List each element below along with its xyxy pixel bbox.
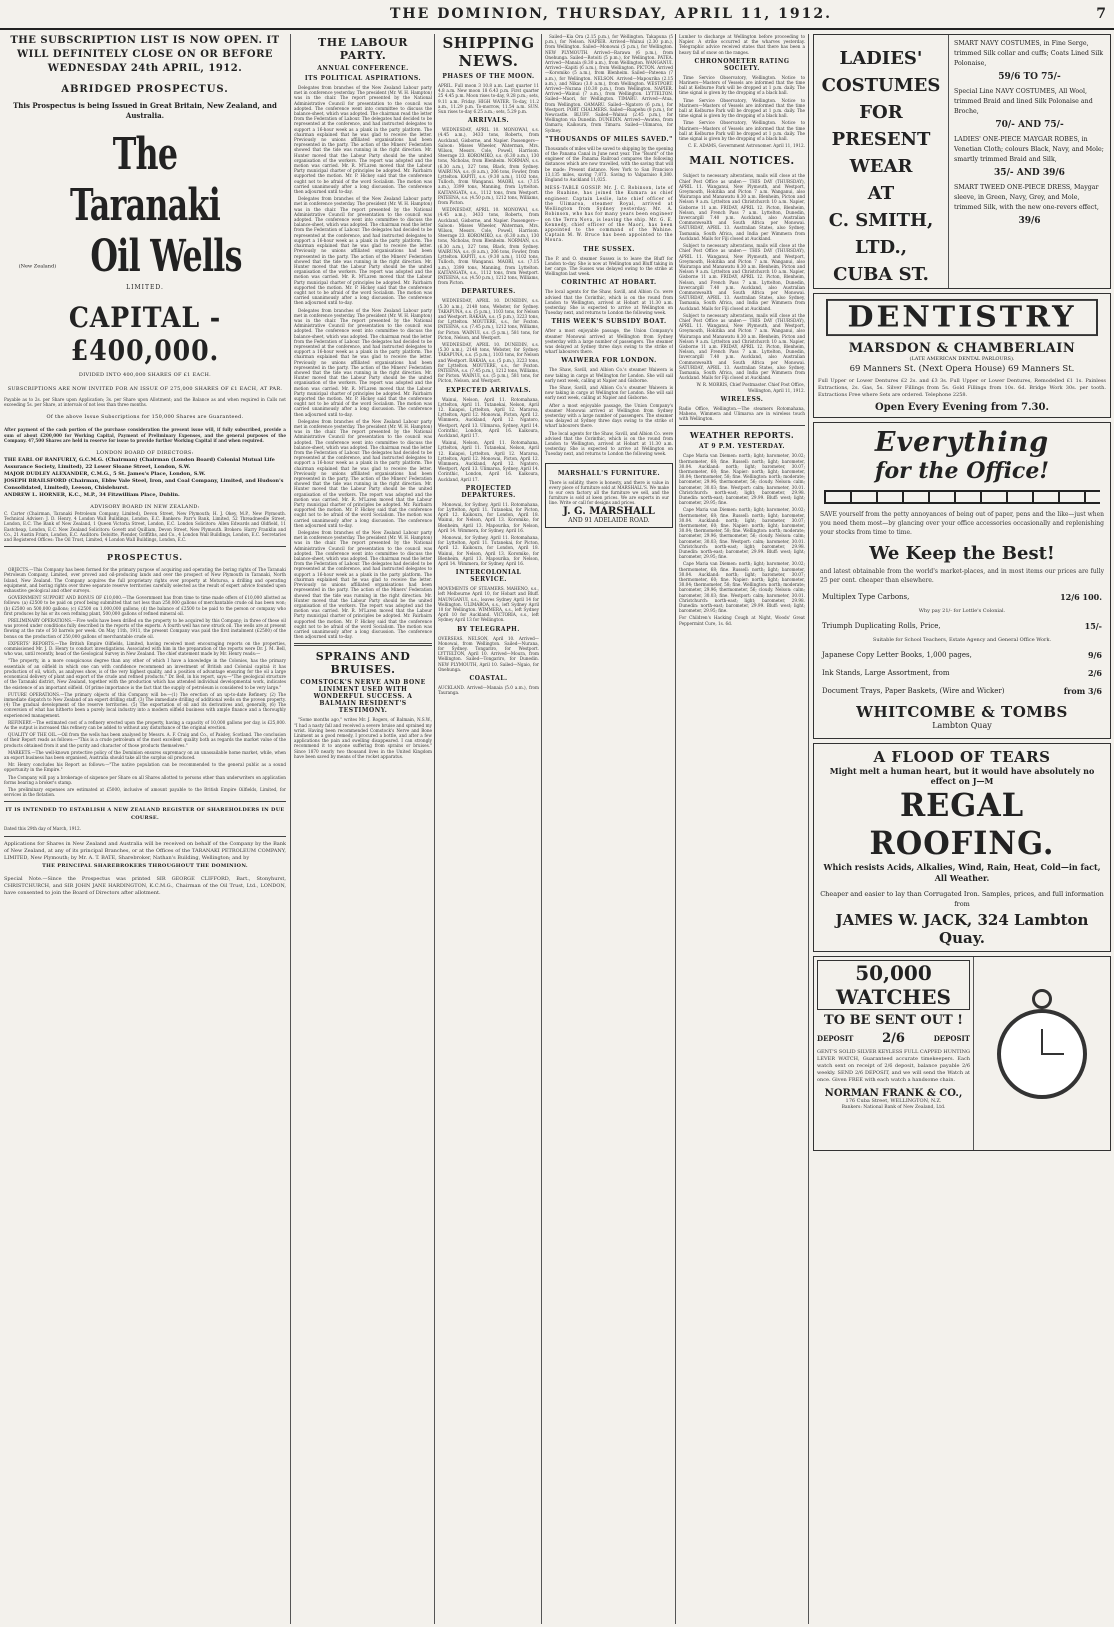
- director: MAJOR DUDLEY ALEXANDER, C.M.G., 5 St. James's Place, London, S.W.: [4, 471, 206, 478]
- deposit-label: DEPOSIT: [817, 1034, 854, 1044]
- office-intro: SAVE yourself from the petty annoyances of being out of paper, pens and the like—just when you need them most—by glancing over your office accessories occasionally and replenishing your stocks from time to time.: [820, 511, 1104, 536]
- waiwera-paragraph: The Shaw, Savill, and Albion Co.'s steamer Waiwera is now taking in cargo at Wellington for London. She will sail early next week, calling at Napier and Gisborne.: [545, 384, 673, 401]
- prospectus-heading: PROSPECTUS.: [106, 552, 184, 563]
- deposit-amount: 2/6: [882, 1031, 905, 1047]
- mail-paragraph: Subject to necessary alterations, mails will close at the Chief Post Office as under:— THIS DAY (THURSDAY), APRIL 11. Wanganui, New Plymouth, and Westport, Greymouth, Hokitika and Picton 7 a.m. Wanganui, also Wairarapa and Manawatu 8.30 a.m. Blenheim, Picton and Nelson 9 a.m. Lyttelton and Christchurch 10 a.m. Napier, Gisborne 11 a.m. FRIDAY, APRIL 12. Picton, Blenheim, Nelson, and French Pass 7 a.m. Lyttelton, Dunedin, Invercargill 7.40 p.m. Auckland, also Australian Commonwealth and South Africa per Monowai. SATURDAY, APRIL 13. Australian States, also Sydney, Tasmania, South Africa, and India per Wimmera from Auckland. Mails for Fiji closed at Auckland.: [679, 173, 805, 241]
- expected-paragraph: Wainui, Nelson, April 11. Rotomahana, Lyttelton, April 11. Tutanekai, Nelson, April 12. Kaiapoi, Lyttelton, April 12. Mararoa, Lyttelton, April 12. Monowai, Picton, April 12. Wimmera, Auckland, April 12. Ngatoro, Westport, April 13. Ulimaroa, Sydney, April 14. Corinthic, London, April 16. Kaikoura, Auckland, April 17.: [438, 396, 539, 438]
- weather-paragraph: Cape Maria van Diemen: north; light; barometer, 30.02; thermometer, 68; fine. Russell: north; light; barometer, 30.04. Auckland: north; light; barometer, 30.07; thermometer, 60; fine. Napier: north; light; barometer, 30.04; thermometer, 58; fine. Wellington: north; moderate; barometer, 29.96; thermometer, 56; cloudy. Nelson: calm; barometer, 30.03; fine. Westport: calm; barometer, 30.01. Christchurch: north-east; light; barometer, 29.98. Dunedin: north-east; barometer, 29.99. Bluff: west; light; barometer, 29.95; fine.: [679, 453, 805, 506]
- office-title: Everything: [874, 427, 1050, 458]
- costumes-line: AT: [867, 183, 895, 204]
- watch-ring: [1032, 989, 1052, 1009]
- page-number: 7: [1096, 6, 1106, 22]
- gossip-heading: MESS-TABLE GOSSIP. Mr. J. C. Robinson, late of the Ruahine, has joined the Kumara as chief engineer. Captain Leslie, late chief officer of the Ulimaroa, steamer Royal, arrived at Wellington from Sydney yesterday. Mr. A. Robinson, who has for many years been engineer on the Terra Nova, is leaving the ship. Mr. G. E. Kennedy, chief officer of the Maori, has been appointed to the command of the Wahine. Captain M. W. Bruce has been appointed to the Moura.: [545, 185, 673, 243]
- director: JOSEPH BRAILSFORD (Chairman, Ebbw Vale Steel, Iron, and Coal Company, Limited, and Hudson's Consolidated, Limited), Leeson, Chislehurst.: [4, 478, 284, 492]
- company-name-suffix: Oil Wells: [90, 231, 242, 282]
- chronometer-paragraph: Time Service Observatory, Wellington. Notice to Mariners—Masters of Vessels are informed that the time ball at Kelburne Park will be dropped at 1 p.m. daily. The time signal is given by the dropping of a black ball.: [679, 74, 805, 96]
- office-firm: WHITCOMBE & TOMBS: [856, 703, 1068, 722]
- experts-paragraph: EXPERTS' REPORTS.—The British Empire Oilfields, Limited, having received most encouraging reports on the properties, commissioned Mr. J. D. Henry to conduct investigations. Associated with him in the preparation of the reports were Dr. J. M. Bell, who was, until recently, head of the Geological Survey in New Zealand. The chief statement made by Mr. Henry reads:—: [4, 640, 286, 657]
- sprains-body: [294, 717, 432, 759]
- after-payment: After payment of the cash portion of the purchase consideration the present issue will, if fully subscribed, provide a sum of about £200,000 for Working Capital, Payment of Preliminary Expenses, and the general purposes of the Company. 47,500 Shares are held in reserve for issue to provide further Working Capital if and when required.: [4, 427, 286, 443]
- chronometer-body: [679, 75, 805, 141]
- sprains-paragraph: "Some months ago," writes Mr. J. Rogers, of Balmain, N.S.W., "I had a nasty fall and received a severe bruise and sprained my wrist. Having been recommended Comstock's Nerve and Bone Liniment as a good remedy, I procured a bottle, and after a few applications the pain and swelling disappeared. I can strongly recommend it to anyone suffering from sprains or bruises." Since 1870 nearly two thousand lives in the United Kingdom have been saved by means of the rocket apparatus.: [294, 717, 432, 759]
- telegraph-subheading: BY TELEGRAPH.: [457, 625, 520, 633]
- office-item-name: Multiplex Type Carbons,: [822, 593, 910, 601]
- waiwera-paragraph: After a most enjoyable passage, the Union Company's steamer Monowai arrived at Wellington from Sydney yesterday with a large number of passengers. The steamer was delayed at Sydney three days owing to the strike of wharf labourers there.: [545, 402, 673, 429]
- mail-paragraph: Subject to necessary alterations, mails will close at the Chief Post Office as under:— THIS DAY (THURSDAY), APRIL 11. Wanganui, New Plymouth, and Westport, Greymouth, Hokitika and Picton 7 a.m. Wanganui, also Wairarapa and Manawatu 8.30 a.m. Blenheim, Picton and Nelson 9 a.m. Lyttelton and Christchurch 10 a.m. Napier, Gisborne 11 a.m. FRIDAY, APRIL 12. Picton, Blenheim, Nelson, and French Pass 7 a.m. Lyttelton, Dunedin, Invercargill 7.40 p.m. Auckland, also Australian Commonwealth and South Africa per Monowai. SATURDAY, APRIL 13. Australian States, also Sydney, Tasmania, South Africa, and India per Wimmera from Auckland. Mails for Fiji closed at Auckland.: [679, 243, 805, 311]
- waiwera-paragraph: The Shaw, Savill, and Albion Co.'s steamer Waiwera is now taking in cargo at Wellington for London. She will sail early next week, calling at Napier and Gisborne.: [545, 367, 673, 383]
- watches-deposit: [817, 1031, 970, 1046]
- costume-price: 59/6 TO 75/-: [998, 72, 1061, 82]
- chronometer-heading: CHRONOMETER RATING SOCIETY.: [694, 57, 790, 72]
- labour-heading: THE LABOUR PARTY.: [318, 36, 408, 62]
- divider: [4, 836, 286, 837]
- projected-paragraph: Monowai, for Sydney, April 11. Rotomahana, for Lyttelton, April 11. Tutanekai, for Picton, April 12. Kaikoura, for London, April 18. Wainui, for Nelson, April 13. Koromiko, for Blenheim, April 13. Mapourika, for Nelson, April 14. Wimmera, for Sydney, April 16.: [438, 501, 539, 533]
- weather-heading: WEATHER REPORTS.: [689, 430, 795, 441]
- office-item: [822, 649, 1102, 661]
- watches-address: 176 Cuba Street, WELLINGTON, N.Z.: [845, 1098, 942, 1105]
- henry-paragraph: Mr. Henry concludes his Report as follows:—"The native population can be recommended to the general public as a sound opportunity in the Empire.": [4, 762, 286, 773]
- dated-line: Dated this 29th day of March, 1912.: [4, 826, 82, 832]
- wireless-heading: WIRELESS.: [720, 395, 764, 403]
- dentistry-hours: Open Every Evening from 7.30.: [875, 402, 1049, 413]
- weather-body: [679, 453, 805, 613]
- coastal-subheading: COASTAL.: [469, 675, 508, 683]
- office-item-price: 2/6: [1087, 668, 1102, 679]
- costume-price: 35/- AND 39/6: [994, 168, 1065, 178]
- notices-body: Lumber to discharge at Wellington before proceeding to Napier. A strike occurred at the wharves yesterday. Telegraphic advice received states that there has been a heavy fall of snow on the ranges.: [679, 34, 805, 55]
- ports-paragraph: Sailed—Kia Ora (2.15 p.m.), for Wellington. Takapuna (5 p.m.), for Nelson. NAPIER. Arrived—Wainui (2.30 p.m.), from Wellington. Sailed—Monowai (5 p.m.), for Wellington. NEW PLYMOUTH. Arrived—Rarawa (6 p.m.), from Onehunga. Sailed—Rotoiti (5 p.m.), for Wellington. PATEA. Arrived—Manaia (8.30 a.m.), from Wellington. WANGANUI. Arrived—Kapiti (6 a.m.), from Wellington. PICTON. Arrived—Koromiko (5 a.m.), from Blenheim. Sailed—Pateena (7 a.m.), for Wellington. NELSON. Arrived—Mapourika (2.15 a.m.), and Nikau (3.0 a.m.), from Wellington. WESTPORT. Arrived—Nurana (10.30 p.m.), from Wellington. NAPIER. Arrived—Wainui (7 a.m.), from Wellington. LYTTELTON. Sailed—Maori, for Wellington. TIMARU. Arrived—Atua, from Wellington. OAMARU. Sailed—Ngatoro (6 p.m.), for Westport. PORT CHALMERS. Sailed—Ruapehu (8 p.m.), for Newcastle. BLUFF. Sailed—Wainui (2.45 p.m.), for Wellington via Dunedin. DUNEDIN. Arrived—Awatea, from Oamaru; Kaikoura, from Timaru. Sailed—Ulimaroa, for Sydney.: [545, 34, 673, 133]
- labour-subheading: ANNUAL CONFERENCE.: [317, 65, 409, 72]
- markets-paragraph: MARKETS.—The well-known protective policy of the Dominion ensures supremacy on an unassailable home market, while, when an export business has been organised, Australia should take all the surplus oil produced.: [4, 749, 286, 760]
- costume-description: SMART NAVY COSTUMES, in Fine Serge, trimmed Silk collar and cuffs; Coats Lined Silk Polonaise,: [954, 40, 1104, 67]
- office-item-price: 9/6: [1087, 650, 1102, 661]
- mail-paragraph: Subject to necessary alterations, mails will close at the Chief Post Office as under:— THIS DAY (THURSDAY), APRIL 11. Wanganui, New Plymouth, and Westport, Greymouth, Hokitika and Picton 7 a.m. Wanganui, also Wairarapa and Manawatu 8.30 a.m. Blenheim, Picton and Nelson 9 a.m. Lyttelton and Christchurch 10 a.m. Napier, Gisborne 11 a.m. FRIDAY, APRIL 12. Picton, Blenheim, Nelson, and French Pass 7 a.m. Lyttelton, Dunedin, Invercargill 7.40 p.m. Auckland, also Australian Commonwealth and South Africa per Monowai. SATURDAY, APRIL 13. Australian States, also Sydney, Tasmania, South Africa, and India per Wimmera from Auckland. Mails for Fiji closed at Auckland.: [679, 312, 805, 381]
- office-item-name: Ink Stands, Large Assortment, from: [822, 669, 950, 678]
- watches-ad-text: [814, 957, 974, 1150]
- miles-heading: "THOUSANDS OF MILES SAVED.": [545, 135, 673, 143]
- watch-minute-hand: [1042, 1053, 1064, 1055]
- sharebrokers: THE PRINCIPAL SHAREBROKERS THROUGHOUT THE DOMINION.: [42, 862, 248, 869]
- office-item-name: Document Trays, Paper Baskets, (Wire and Wicker): [822, 687, 1005, 696]
- sussex-heading: THE SUSSEX.: [583, 245, 635, 253]
- pencil-rule-graphic: [824, 490, 1100, 504]
- advisory-heading: ADVISORY BOARD IN NEW ZEALAND:: [90, 504, 200, 511]
- labour-column: [290, 34, 432, 1624]
- subsidy-heading: THIS WEEK'S SUBSIDY BOAT.: [551, 318, 667, 326]
- office-item: [822, 591, 1102, 603]
- preliminary-paragraph: PRELIMINARY OPERATIONS.—Five wells have been drilled on the property to be acquired by this Company; in three of these oil was proved under conditions fully described in the reports of the experts. A fourth well has now struck oil. The wells are at present flowing at the rate of 50 barrels per week. On May 11th, 1911, the present Company was paid the first instalment (£2500) of the bonus on the production of 250,000 gallons of merchantable crude oil.: [4, 618, 286, 639]
- newspaper-title: THE DOMINION, THURSDAY, APRIL 11, 1912.: [390, 6, 832, 22]
- dentistry-late: (LATE AMERICAN DENTAL PARLOURS).: [909, 356, 1015, 362]
- office-item: [822, 685, 1102, 697]
- office-supplies-ad: [813, 422, 1111, 739]
- costume-description: LADIES' ONE-PIECE MAYGAR ROBES, in Venetian Cloth; colours Black, Navy, and Mole; smartly trimmed Braid and Silk,: [954, 136, 1104, 163]
- arrivals-paragraph: WEDNESDAY, APRIL 10. MONOWAI, s.s. (4.45 a.m.), 3433 tons, Roberts, from Auckland, Gisborne, and Napier. Passengers—Saloon: Misses Wheeler, Waterman, Mrs. Wilson, Messrs. Cole, Powell, Harrison. Steerage 23. KOROMIKO, s.s. (6.30 a.m.), 130 tons, Nicholas, from Blenheim. NORMAN, s.s. (6.30 a.m.), 327 tons, Black, from Sydney. WAIRUNA, s.s. (8 a.m.), 206 tons, Fowler, from Lyttelton. KAPITI, s.s. (9.30 a.m.), 1102 tons, Tulloch, from Wanganui. MAORI, s.s. (7.15 a.m.), 3399 tons, Manning, from Lyttelton. KAITANGATA, s.s., 1112 tons, from Westport. PATEENA, s.s. (4.50 p.m.), 1212 tons, Williams, from Picton.: [438, 127, 539, 206]
- wireless-body: Radio Office, Wellington.—The steamers Rotomahana, Maheno, Wimmera and Ulimaroa are in wireless touch with Wellington.: [679, 405, 805, 422]
- office-keep-best: We Keep the Best!: [869, 543, 1055, 564]
- preliminary-expenses-paragraph: The preliminary expenses are estimated at £5000, inclusive of amount payable to the British Empire Oilfields, Limited, for services in the flotation.: [4, 786, 286, 798]
- office-item-note: Why pay 21/- for Lottle's Colonial.: [918, 608, 1006, 614]
- divider: [294, 643, 432, 646]
- dentistry-firm: MARSDON & CHAMBERLAIN: [848, 341, 1076, 356]
- office-keep-sub: and latest obtainable from the world's market-places, and in most items our prices are fully 25 per cent. cheaper than elsewhere.: [820, 568, 1104, 584]
- office-address: Lambton Quay: [932, 721, 992, 731]
- shipping-column-continued: [541, 34, 673, 1624]
- subsidy-body: After a most enjoyable passage, the Union Company's steamer Monowai arrived at Wellington from Sydney yesterday with a large number of passengers. The steamer was delayed at Sydney three days owing to the strike of wharf labourers there.: [545, 328, 673, 355]
- labour-paragraph: Delegates from branches of the New Zealand Labour party met in conference yesterday. The president (Mr. W. H. Hampton) was in the chair. The report presented by the National Administrative Council for presentation to the council was adopted. The conference went into committee to discuss the balance-sheet, which was adopted. The chairman read the letter from the Federation of Labour. The delegates had decided to be represented at the conference, and had instructed delegates to support a 16-hour week as a plank in the party platform. The chairman explained that he was glad to receive the letter. Previously no unions affiliated organisations had been represented in the party. The action of the Miners' Federation showed that the tide was running in the right direction. Mr. Hunter moved that the Labour Party should be the united organisation of the workers. The report was adopted and the motion was carried. Mr. R. M'Laren moved that the Labour Party municipal charter of principles be adopted. Mr. Fairbairn supported the motion. Mr. P. Hickey said that the conference ought not to be afraid of the word Socialism. The motion was carried unanimously after a long discussion. The conference then adjourned until to-day.: [294, 307, 432, 417]
- director: ANDREW L. HORNER, K.C., M.P., 34 Fitzwilliam Place, Dublin.: [4, 492, 180, 499]
- projected-body: [438, 502, 539, 566]
- issued-notice: This Prospectus is being Issued in Great Britain, New Zealand, and Australia.: [13, 101, 277, 120]
- office-item: [822, 667, 1102, 679]
- costumes-line: C. SMITH,: [828, 210, 934, 231]
- costume-description: Special Line NAVY COSTUMES, All Wool, trimmed Braid and lined Silk Polonaise and Broche,: [954, 88, 1093, 115]
- notices-column: [675, 34, 805, 1624]
- prospectus-body: [4, 567, 286, 797]
- costumes-line: FOR: [859, 102, 903, 123]
- intercolonial-subheading: INTERCOLONIAL SERVICE.: [455, 569, 522, 584]
- watches-subheadline: TO BE SENT OUT !: [824, 1013, 963, 1029]
- subscriptions-invited: SUBSCRIPTIONS ARE NOW INVITED FOR AN ISSUE OF 275,000 SHARES OF £1 EACH, AT PAR.: [7, 386, 283, 392]
- labour-body: [294, 85, 432, 639]
- company-name: [4, 129, 286, 282]
- refinery-paragraph: REFINERY.—The estimated cost of a refinery erected upon the property, having a capacity of 10,000 gallons per day, is £25,000. As the output is increased this refinery can be added to without any disturbance of the original erection.: [4, 719, 286, 730]
- costume-price: 39/6: [1018, 216, 1041, 226]
- watch-hour-hand: [1041, 1029, 1043, 1055]
- costumes-line: LTD.,: [854, 237, 908, 258]
- government-paragraph: GOVERNMENT SUPPORT AND BONUS OF £10,000.—The Government has from time to time made offers of £10,000 allotted as follows: (a) £2500 to be paid on proof being submitted that not less than 250,000 gallons of merchantable crude oil has been won; (b) £2500 on 500,000 gallons; (c) £2500 on 1,000,000 gallons; (d) the balance of £2500 to be paid to the person or company who first produces by his or its own refining plant, 500,000 gallons of refined mineral oil.: [4, 595, 286, 616]
- departures-subheading: DEPARTURES.: [461, 288, 516, 296]
- ports-body: [545, 34, 673, 133]
- labour-subheading: ITS POLITICAL ASPIRATIONS.: [304, 75, 422, 82]
- deposit-label: DEPOSIT: [933, 1034, 970, 1044]
- marshall-ad: [545, 463, 673, 528]
- watches-headline: 50,000 WATCHES: [817, 960, 970, 1010]
- office-item-price: 12/6 100.: [1060, 592, 1102, 602]
- company-limited: LIMITED.: [126, 284, 164, 291]
- mail-body: [679, 173, 805, 380]
- payable-terms: Payable as to 2s. per Share upon Application; 3s. per Share upon Allotment; and the Balance as and when required in Calls not exceeding 5s. per Share, at intervals of not less than three months.: [4, 397, 286, 408]
- miles-body: Thousands of miles will be saved to shipping by the opening of the Panama Canal in June next year. The "Board" of the engineer of the Panama Railroad compares the following distances which are now travelled, with the saving that will be made: Present distance. New York to San Francisco 13,135 miles, saving 7,873. Saving to Valparaiso 8,380. England to Auckland 11,025.: [545, 145, 673, 183]
- weather-paragraph: Cape Maria van Diemen: north; light; barometer, 30.02; thermometer, 68; fine. Russell: north; light; barometer, 30.04. Auckland: north; light; barometer, 30.07; thermometer, 60; fine. Napier: north; light; barometer, 30.04; thermometer, 58; fine. Wellington: north; moderate; barometer, 29.96; thermometer, 56; cloudy. Nelson: calm; barometer, 30.03; fine. Westport: calm; barometer, 30.01. Christchurch: north-east; light; barometer, 29.98. Dunedin: north-east; barometer, 29.99. Bluff: west; light; barometer, 29.95; fine.: [679, 507, 805, 560]
- roofing-headline: A FLOOD OF TEARS: [873, 748, 1051, 767]
- arrivals-paragraph: WEDNESDAY, APRIL 10. MONOWAI, s.s. (4.45 a.m.), 3433 tons, Roberts, from Auckland, Gisborne, and Napier. Passengers—Saloon: Misses Wheeler, Waterman, Mrs. Wilson, Messrs. Cole, Powell, Harrison. Steerage 23. KOROMIKO, s.s. (6.30 a.m.), 130 tons, Nicholas, from Blenheim. NORMAN, s.s. (6.30 a.m.), 327 tons, Black, from Sydney. WAIRUNA, s.s. (8 a.m.), 206 tons, Fowler, from Lyttelton. KAPITI, s.s. (9.30 a.m.), 1102 tons, Tulloch, from Wanganui. MAORI, s.s. (7.15 a.m.), 3399 tons, Manning, from Lyttelton. KAITANGATA, s.s., 1112 tons, from Westport. PATEENA, s.s. (4.50 p.m.), 1212 tons, Williams, from Picton.: [438, 207, 539, 286]
- divider: [679, 425, 805, 426]
- waiwera-paragraph: The local agents for the Shaw, Savill, and Albion Co. were advised that the Corinthic, which is on the round from London to Wellington, arrived at Hobart at 11.30 a.m. yesterday. She is expected to arrive at Wellington on Tuesday next, and returns to London the following week.: [545, 430, 673, 457]
- mail-heading: MAIL NOTICES.: [689, 154, 795, 168]
- departures-paragraph: WEDNESDAY, APRIL 10. DUNEDIN, s.s. (5.30 a.m.), 2148 tons, Webster, for Sydney. TAKAPUNA, s.s. (5 p.m.), 1103 tons, for Nelson and Westport. RAKAIA, s.s. (5 p.m.), 3223 tons, for Lyttelton. MOUTERE, s.s., for Foxton. PATEENA, s.s. (7.45 p.m.), 1212 tons, Williams, for Picton. WAINUI, s.s. (5 p.m.), 581 tons, for Picton, Nelson, and Westport.: [438, 298, 539, 340]
- roofing-firm: JAMES W. JACK, 324 Lambton Quay.: [835, 911, 1089, 948]
- dentistry-prices: Full Upper or Lower Dentures £2 2s. and £3 3s. Full Upper or Lower Dentures, Remodelled £1 1s. Painless Extractions, 2s. Gas, 5s. Silver Fillings from 5s. Gold Fillings from 10s. 6d. Bridge Work 30s. per tooth. Extractions Free where Sets are ordered. Telephone 2258.: [818, 378, 1106, 398]
- waiwera-body: [545, 367, 673, 456]
- costumes-line: WEAR: [849, 156, 913, 177]
- arrivals-subheading: ARRIVALS.: [467, 117, 510, 125]
- departures-paragraph: WEDNESDAY, APRIL 10. DUNEDIN, s.s. (5.30 a.m.), 2148 tons, Webster, for Sydney. TAKAPUNA, s.s. (5 p.m.), 1103 tons, for Nelson and Westport. RAKAIA, s.s. (5 p.m.), 3223 tons, for Lyttelton. MOUTERE, s.s., for Foxton. PATEENA, s.s. (7.45 p.m.), 1212 tons, Williams, for Picton. WAINUI, s.s. (5 p.m.), 581 tons, for Picton, Nelson, and Westport.: [438, 341, 539, 384]
- objects-paragraph: OBJECTS.—This Company has been formed for the primary purpose of acquiring and operating the boring rights of The Taranaki Petroleum Company, Limited, over proved and oil-producing lands and over the prospect of New Plymouth in Taranaki, North Island, New Zealand. The Company acquires the full proprietary rights over property at Moturoa, a drilling and operating equipment, and boring rights over three separate reserve territories carefully selected as the result of expert advice founded upon exhaustive geological and other surveys.: [4, 567, 286, 594]
- projected-subheading: PROJECTED DEPARTURES.: [461, 484, 516, 499]
- watches-ad: [813, 956, 1111, 1151]
- advisory-text: C. Carter (Chairman, Taranaki Petroleum Company, Limited), Devon Street, New Plymouth; H. J. Okey, M.P., New Plymouth. Technical Adviser: J. D. Henry, 4 London Wall Buildings, London, E.C. Bankers: Parr's Bank, Limited, 52 Threadneedle Street, London, E.C. The Bank of New Zealand, 1 Queen Victoria Street, London, E.C. London Solicitors: Allen Edwards and Oldfield, 11 Eastcheap, London, E.C. New Zealand Solicitors: Govett and Quilliam, Devon Street, New Plymouth. Brokers: Harry Franklin and Co., 21 Austin Friars, London, E.C. Auditors: Deloitte, Plender, Griffiths, and Co., 4 London Wall Buildings, London, E.C. Secretaries and Registered Offices: The Oil Trust, Limited, 4 London Wall Buildings, London, E.C.: [4, 511, 286, 543]
- roofing-tagline: Might melt a human heart, but it would have absolutely no effect on J—M: [829, 766, 1095, 787]
- sprains-subheading: COMSTOCK'S NERVE AND BONE LINIMENT USED WITH WONDERFUL SUCCESS. A BALMAIN RESIDENT'S TESTIMONY.: [300, 679, 426, 715]
- coastal-body: AUCKLAND. Arrived—Manaia (5.0 a.m.), from Tauranga.: [438, 685, 539, 696]
- abridged-heading: ABRIDGED PROSPECTUS.: [61, 84, 229, 95]
- costumes-line: CUBA ST.: [833, 264, 929, 285]
- brokerage-paragraph: The Company will pay a brokerage of sixpence per Share on all Shares allotted to persons other than underwriters on application forms bearing a broker's stamp.: [4, 774, 286, 785]
- sprains-heading: SPRAINS AND BRUISES.: [315, 650, 411, 677]
- masthead: [0, 0, 1114, 30]
- costumes-ad-right: [949, 35, 1110, 288]
- costumes-line: PRESENT: [831, 129, 931, 150]
- subscription-notice: THE SUBSCRIPTION LIST IS NOW OPEN. IT WILL DEFINITELY CLOSE ON OR BEFORE WEDNESDAY 24th APRIL, 1912.: [10, 35, 280, 74]
- weather-paragraph: Cape Maria van Diemen: north; light; barometer, 30.02; thermometer, 68; fine. Russell: north; light; barometer, 30.04. Auckland: north; light; barometer, 30.07; thermometer, 60; fine. Napier: north; light; barometer, 30.04; thermometer, 58; fine. Wellington: north; moderate; barometer, 29.96; thermometer, 56; cloudy. Nelson: calm; barometer, 30.03; fine. Westport: calm; barometer, 30.01. Christchurch: north-east; light; barometer, 29.98. Dunedin: north-east; barometer, 29.99. Bluff: west; light; barometer, 29.95; fine.: [679, 561, 805, 614]
- moon-body: APRIL. Full moon 3 10.8 a.m. Last quarter 11 4.8 a.m. New moon 18 6.43 p.m. First quarter 25 4.45 p.m. Moon rises to-day, 9.28 p.m.; sets, 9.11 a.m. Friday. HIGH WATER. To-day, 11.2 a.m., 11.29 p.m. To-morrow, 11.54 a.m. SUN. Sun rises to-day 6.25 a.m.; sets, 5.29 p.m.: [438, 83, 539, 115]
- advertisements-column: [808, 34, 1111, 1624]
- register-notice: IT IS INTENDED TO ESTABLISH A NEW ZEALAND REGISTER OF SHAREHOLDERS IN DUE COURSE.: [5, 807, 285, 822]
- pocket-watch-icon: [992, 989, 1092, 1119]
- marshall-address: AND 91 ADELAIDE ROAD.: [568, 516, 650, 524]
- costume-description: SMART TWEED ONE-PIECE DRESS, Maygar sleeve, in Green, Navy, Grey, and Mole, trimmed Silk, with the new one-revers effect,: [954, 184, 1099, 211]
- prospectus-column: [4, 34, 286, 1624]
- projected-paragraph: Monowai, for Sydney, April 11. Rotomahana, for Lyttelton, April 11. Tutanekai, for Picton, April 12. Kaikoura, for London, April 18. Wainui, for Nelson, April 13. Koromiko, for Blenheim, April 13. Mapourika, for Nelson, April 14. Wimmera, for Sydney, April 16.: [438, 535, 539, 567]
- marshall-heading: MARSHALL'S FURNITURE.: [557, 469, 661, 477]
- application-text: Applications for Shares in New Zealand and Australia will be received on behalf of the Company by the Bank of New Zealand, at any of its principal Branches, or at the Offices of the TARANAKI PETROLEUM COMPANY, LIMITED, New Plymouth; by Mr. A. T. BATE, Sharebroker, Nathan's Building, Wellington; and by: [4, 840, 286, 861]
- quality-paragraph: QUALITY OF THE OIL.—Oil from the wells has been analysed by Messrs. A. F. Craig and Co., of Paisley, Scotland. The conclusion of their Report reads as follows:—"This is a crude petroleum of the most excellent quality both as regards the market value of the products obtained from it and the purity and character of those products themselves.": [4, 732, 286, 748]
- expected-paragraph: Wainui, Nelson, April 11. Rotomahana, Lyttelton, April 11. Tutanekai, Nelson, April 12. Kaiapoi, Lyttelton, April 12. Mararoa, Lyttelton, April 12. Monowai, Picton, April 12. Wimmera, Auckland, April 12. Ngatoro, Westport, April 13. Ulimaroa, Sydney, April 14. Corinthic, London, April 16. Kaikoura, Auckland, April 17.: [438, 440, 539, 482]
- sussex-body: The P. and O. steamer Sussex is to leave the Bluff for London to-day. She is now at Wellington and Bluff taking in her cargo. The Sussex was delayed owing to the strike at Wellington last week.: [545, 255, 673, 277]
- costume-price: 70/- AND 75/-: [995, 120, 1064, 130]
- office-item-price: 15/-: [1084, 621, 1102, 632]
- company-name-nz: (New Zealand): [18, 263, 57, 270]
- divider: [4, 801, 286, 802]
- postmaster-signature: W. R. MORRIS, Chief Postmaster. Chief Post Office, Wellington, April 11, 1912.: [696, 382, 805, 393]
- special-note: Special Note.—Since the Prospectus was printed SIR GEORGE CLIFFORD, Bart., Stonyhurst, CHRISTCHURCH, and SIR JOHN JANE HARDINGTON, K.C.M.G., Chairman of the Oil Trust, Ltd., LONDON, have consented to join the Board of Directors after allotment.: [4, 875, 286, 896]
- expected-subheading: EXPECTED ARRIVALS.: [445, 386, 532, 394]
- shares-divided: DIVIDED INTO 400,000 SHARES OF £1 EACH.: [78, 372, 212, 378]
- marshall-body: There is solidity, there is honesty, and there is value in every piece of furniture sold at MARSHALL'S. We make to our own factory all the furniture we sell, and the furniture is sold at keen prices. We are experts in our line. Write or call for designs and prices.: [549, 479, 669, 506]
- office-item-name: Japanese Copy Letter Books, 1,000 pages,: [822, 651, 972, 660]
- labour-paragraph: Delegates from branches of the New Zealand Labour party met in conference yesterday. The president (Mr. W. H. Hampton) was in the chair. The report presented by the National Administrative Council for presentation to the council was adopted. The conference went into committee to discuss the balance-sheet, which was adopted. The chairman read the letter from the Federation of Labour. The delegates had decided to be represented at the conference, and had instructed delegates to support a 16-hour week as a plank in the party platform. The chairman explained that he was glad to receive the letter. Previously no unions affiliated organisations had been represented in the party. The action of the Miners' Federation showed that the tide was running in the right direction. Mr. Hunter moved that the Labour Party should be the united organisation of the workers. The report was adopted and the motion was carried. Mr. R. M'Laren moved that the Labour Party municipal charter of principles be adopted. Mr. Fairbairn supported the motion. Mr. P. Hickey said that the conference ought not to be afraid of the word Socialism. The motion was carried unanimously after a long discussion. The conference then adjourned until to-day.: [294, 85, 432, 195]
- shipping-heading: SHIPPING NEWS.: [442, 34, 535, 70]
- labour-paragraph: Delegates from branches of the New Zealand Labour party met in conference yesterday. The president (Mr. W. H. Hampton) was in the chair. The report presented by the National Administrative Council for presentation to the council was adopted. The conference went into committee to discuss the balance-sheet, which was adopted. The chairman read the letter from the Federation of Labour. The delegates had decided to be represented at the conference, and had instructed delegates to support a 16-hour week as a plank in the party platform. The chairman explained that he was glad to receive the letter. Previously no unions affiliated organisations had been represented in the party. The action of the Miners' Federation showed that the tide was running in the right direction. Mr. Hunter moved that the Labour Party should be the united organisation of the workers. The report was adopted and the motion was carried. Mr. R. M'Laren moved that the Labour Party municipal charter of principles be adopted. Mr. Fairbairn supported the motion. Mr. P. Hickey said that the conference ought not to be afraid of the word Socialism. The motion was carried unanimously after a long discussion. The conference then adjourned until to-day.: [294, 418, 432, 528]
- astronomer-signature: C. E. ADAMS, Government Astronomer. April 11, 1912.: [687, 143, 805, 149]
- corinthic-heading: CORINTHIC AT HOBART.: [561, 279, 657, 287]
- roofing-features: Which resists Acids, Alkalies, Wind, Rain, Heat, Cold—in fact, All Weather.: [823, 862, 1101, 884]
- labour-paragraph: Delegates from branches of the New Zealand Labour party met in conference yesterday. The president (Mr. W. H. Hampton) was in the chair. The report presented by the National Administrative Council for presentation to the council was adopted. The conference went into committee to discuss the balance-sheet, which was adopted. The chairman read the letter from the Federation of Labour. The delegates had decided to be represented at the conference, and had instructed delegates to support a 16-hour week as a plank in the party platform. The chairman explained that he was glad to receive the letter. Previously no unions affiliated organisations had been represented in the party. The action of the Miners' Federation showed that the tide was running in the right direction. Mr. Hunter moved that the Labour Party should be the united organisation of the workers. The report was adopted and the motion was carried. Mr. R. M'Laren moved that the Labour Party municipal charter of principles be adopted. Mr. Fairbairn supported the motion. Mr. P. Hickey said that the conference ought not to be afraid of the word Socialism. The motion was carried unanimously after a long discussion. The conference then adjourned until to-day.: [294, 196, 432, 306]
- office-subtitle: for the Office!: [875, 458, 1049, 484]
- dentistry-title: DENTISTRY: [826, 299, 1098, 336]
- director: THE EARL OF RANFURLY, G.C.M.G. (Chairman) (Chairman (London Board) Colonial Mutual Life Assurance Society, Limited), 22 Lower Sloane Street, London, S.W.: [4, 457, 275, 471]
- shipping-column: [434, 34, 539, 1624]
- future-operations-paragraph: FUTURE OPERATIONS.—The primary objects of this Company will be:—(1) The erection of an up-to-date Refinery. (2) The immediate dispatch to New Zealand of an expert drilling staff. (3) The immediate drilling of additional wells on the proven property. (4) The gradual development of the reserve territories. (5) The exportation of oil and its derivatives and, generally, (6) The conversion of what has hitherto been a purely local industry into a modern oilfield business with ample finance and a thoroughly experienced management.: [4, 691, 286, 718]
- chronometer-paragraph: Time Service Observatory, Wellington. Notice to Mariners—Masters of Vessels are informed that the time ball at Kelburne Park will be dropped at 1 p.m. daily. The time signal is given by the dropping of a black ball.: [679, 120, 805, 142]
- moon-subheading: PHASES OF THE MOON.: [442, 73, 535, 80]
- cough-notice: For Children's Hacking Cough at Night, Woods' Great Peppermint Cure, 1s. 6d.: [679, 615, 805, 626]
- marshall-name: J. G. MARSHALL: [563, 505, 655, 517]
- dentistry-ad: [813, 293, 1111, 418]
- corinthic-body: The local agents for the Shaw, Savill, and Albion Co. were advised that the Corinthic, which is on the round from London to Wellington, arrived at Hobart at 11.30 a.m. yesterday. She is expected to arrive at Wellington on Tuesday next, and returns to London the following week.: [545, 289, 673, 316]
- capital-heading: CAPITAL - £400,000.: [68, 301, 222, 367]
- divider: [4, 546, 286, 547]
- costumes-ad-left: [814, 35, 949, 288]
- quote-paragraph: "The property, in a more conspicuous degree than any other of which I have a knowledge in the Colonies, has the primary essentials of an oilfield in which one can with confidence recommend an investment of British and Colonial capital: it has production of oil, which, as analyses show, is of the very highest quality, and a position of advantage ensuring for the oil a large economical delivery of plant and export of the crude and refined products." Dr. Bell, in his report, says:—"The geological structure of the Taranaki district, New Zealand, together with the production which has attended individual developmental work, indicates the existence of an important oilfield. Of prime importance is the fact that the supply of petroleum is considered to be very large.": [4, 658, 286, 690]
- company-name-main: The Taranaki: [69, 129, 221, 231]
- office-item-price: from 3/6: [1063, 686, 1102, 697]
- roofing-product: REGAL ROOFING.: [869, 786, 1055, 863]
- london-board-heading: LONDON BOARD OF DIRECTORS:: [96, 450, 194, 457]
- departures-body: [438, 298, 539, 383]
- weather-subheading: AT 9 P.M. YESTERDAY.: [699, 443, 785, 451]
- office-item: [822, 620, 1102, 632]
- watches-body: GENT'S SOLID SILVER KEYLESS FULL CAPPED HUNTING LEVER WATCH, Guaranteed accurate timekeepers. Each watch sent on receipt of 2/6 deposit, balance payable 2/6 weekly. SEND 2/6 DEPOSIT, and we will send the Watch at once. Given FREE with each watch a handsome chain.: [817, 1049, 970, 1084]
- intercolonial-body: MOVEMENTS OF STEAMERS. MAHENO, s.s., left Melbourne April 10, for Hobart and Bluff. MAUNGANUI, s.s., leaves Sydney April 14 for Wellington. ULIMAROA, s.s., left Sydney April 10 for Wellington. WIMMERA, s.s., left Sydney April 10 for Auckland. VICTORIA, s.s., left Sydney April 13 for Wellington.: [438, 586, 539, 623]
- costumes-line: COSTUMES: [821, 75, 941, 96]
- watch-illustration: [974, 957, 1110, 1150]
- waiwera-heading: WAIWERA FOR LONDON.: [561, 357, 657, 365]
- chronometer-paragraph: Time Service Observatory, Wellington. Notice to Mariners—Masters of Vessels are informed that the time ball at Kelburne Park will be dropped at 1 p.m. daily. The time signal is given by the dropping of a black ball.: [679, 97, 805, 119]
- arrivals-body: [438, 127, 539, 285]
- expected-body: [438, 397, 539, 482]
- roofing-info: Cheaper and easier to lay than Corrugated Iron. Samples, prices, and full information from: [820, 890, 1104, 909]
- telegraph-body: OVERSEAS. NELSON, April 10. Arrived—Monowai, from Wellington. Sailed—Nurana, for Sydney. Tongariro, for Westport. LYTTELTON, April 10. Arrived—Moura, from Wellington. Sailed—Tongariro, for Dunedin. NEW PLYMOUTH, April 10. Sailed—Ngaio, for Onehunga.: [438, 635, 539, 672]
- watches-bankers: Bankers: National Bank of New Zealand, Ltd.: [841, 1104, 946, 1110]
- labour-paragraph: Delegates from branches of the New Zealand Labour party met in conference yesterday. The president (Mr. W. H. Hampton) was in the chair. The report presented by the National Administrative Council for presentation to the council was adopted. The conference went into committee to discuss the balance-sheet, which was adopted. The chairman read the letter from the Federation of Labour. The delegates had decided to be represented at the conference, and had instructed delegates to support a 16-hour week as a plank in the party platform. The chairman explained that he was glad to receive the letter. Previously no unions affiliated organisations had been represented in the party. The action of the Miners' Federation showed that the tide was running in the right direction. Mr. Hunter moved that the Labour Party should be the united organisation of the workers. The report was adopted and the motion was carried. Mr. R. M'Laren moved that the Labour Party municipal charter of principles be adopted. Mr. Fairbairn supported the motion. Mr. P. Hickey said that the conference ought not to be afraid of the word Socialism. The motion was carried unanimously after a long discussion. The conference then adjourned until to-day.: [294, 530, 432, 640]
- watches-firm: NORMAN FRANK & CO.,: [824, 1088, 963, 1100]
- guaranteed-notice: Of the above Issue Subscriptions for 150,000 Shares are Guaranteed.: [46, 414, 244, 421]
- office-item-note: Suitable for School Teachers, Estate Agency and General Office Work.: [872, 637, 1052, 644]
- costumes-line: LADIES': [839, 48, 923, 69]
- office-item-name: Triumph Duplicating Rolls, Price,: [822, 622, 941, 631]
- roofing-ad: [813, 743, 1111, 952]
- costumes-ad: [813, 34, 1111, 289]
- dentistry-address: 69 Manners St. (Next Opera House) 69 Manners St.: [849, 364, 1075, 374]
